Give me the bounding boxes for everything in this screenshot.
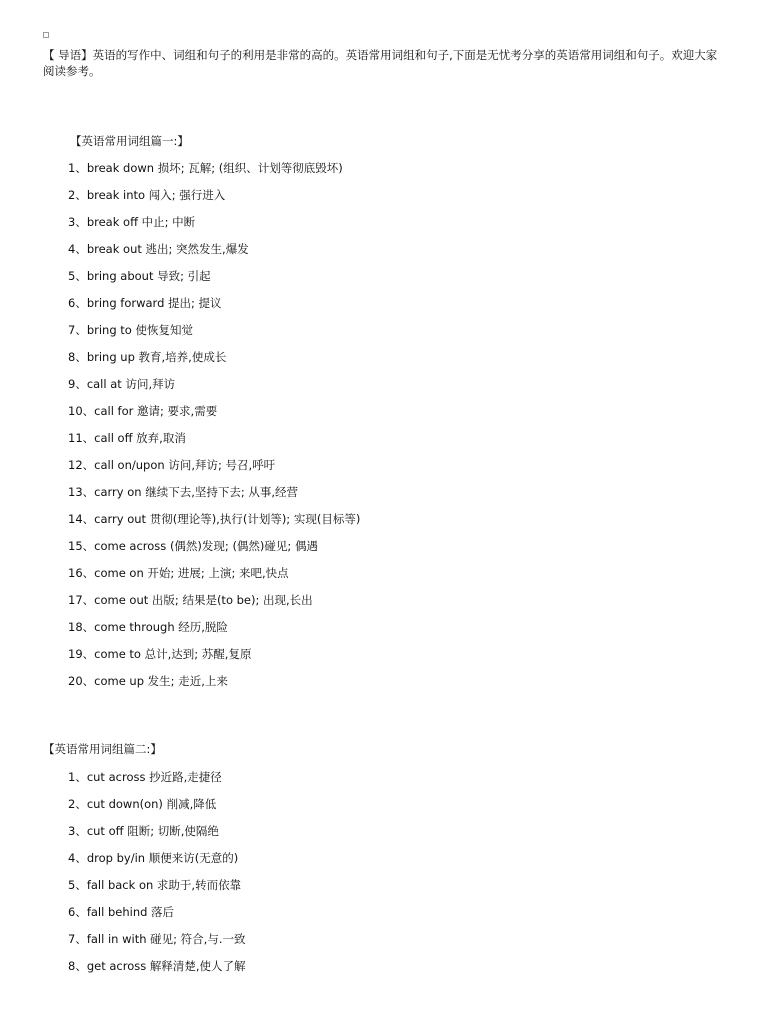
list-item: 10、call for 邀请; 要求,需要 — [68, 404, 218, 418]
list-item: 7、bring to 使恢复知觉 — [68, 323, 193, 337]
list-item: 2、break into 闯入; 强行进入 — [68, 188, 226, 202]
list-item: 5、fall back on 求助于,转而依靠 — [68, 878, 242, 892]
section2-list — [68, 769, 246, 985]
list-item: 11、call off 放弃,取消 — [68, 431, 186, 445]
list-item: 1、break down 损坏; 瓦解; (组织、计划等彻底毁坏) — [68, 161, 343, 175]
section1-list — [68, 160, 360, 700]
list-item: 16、come on 开始; 进展; 上演; 来吧,快点 — [68, 566, 289, 580]
list-item: 4、drop by/in 顺便来访(无意的) — [68, 851, 239, 865]
list-item: 8、bring up 教育,培养,使成长 — [68, 350, 227, 364]
list-item: 7、fall in with 碰见; 符合,与.一致 — [68, 932, 246, 946]
list-item: 6、fall behind 落后 — [68, 905, 175, 919]
list-item: 15、come across (偶然)发现; (偶然)碰见; 偶遇 — [68, 539, 318, 553]
list-item: 9、call at 访问,拜访 — [68, 377, 176, 391]
list-item: 19、come to 总计,达到; 苏醒,复原 — [68, 647, 252, 661]
list-item: 13、carry on 继续下去,坚持下去; 从事,经营 — [68, 485, 299, 499]
section2-title: 【英语常用词组篇二:】 — [43, 742, 162, 756]
list-item: 2、cut down(on) 削减,降低 — [68, 797, 217, 811]
list-item: 3、cut off 阻断; 切断,使隔绝 — [68, 824, 219, 838]
list-item: 18、come through 经历,脱险 — [68, 620, 228, 634]
list-item: 4、break out 逃出; 突然发生,爆发 — [68, 242, 249, 256]
list-item: 8、get across 解释清楚,使人了解 — [68, 959, 246, 973]
list-item: 17、come out 出版; 结果是(to be); 出现,长出 — [68, 593, 313, 607]
list-item: 3、break off 中止; 中断 — [68, 215, 196, 229]
list-item: 5、bring about 导致; 引起 — [68, 269, 211, 283]
section1-title: 【英语常用词组篇一:】 — [70, 134, 189, 148]
list-item: 20、come up 发生; 走近,上来 — [68, 674, 228, 688]
list-item: 12、call on/upon 访问,拜访; 号召,呼吁 — [68, 458, 276, 472]
intro-paragraph: 【 导语】英语的写作中、词组和句子的利用是非常的高的。英语常用词组和句子,下面是无忧考分享的英语常用词组和句子。欢迎大家阅读参考。 — [43, 48, 718, 78]
list-item: 6、bring forward 提出; 提议 — [68, 296, 222, 310]
list-item: 1、cut across 抄近路,走捷径 — [68, 770, 222, 784]
page-corner-mark — [43, 32, 49, 38]
list-item: 14、carry out 贯彻(理论等),执行(计划等); 实现(目标等) — [68, 512, 361, 526]
